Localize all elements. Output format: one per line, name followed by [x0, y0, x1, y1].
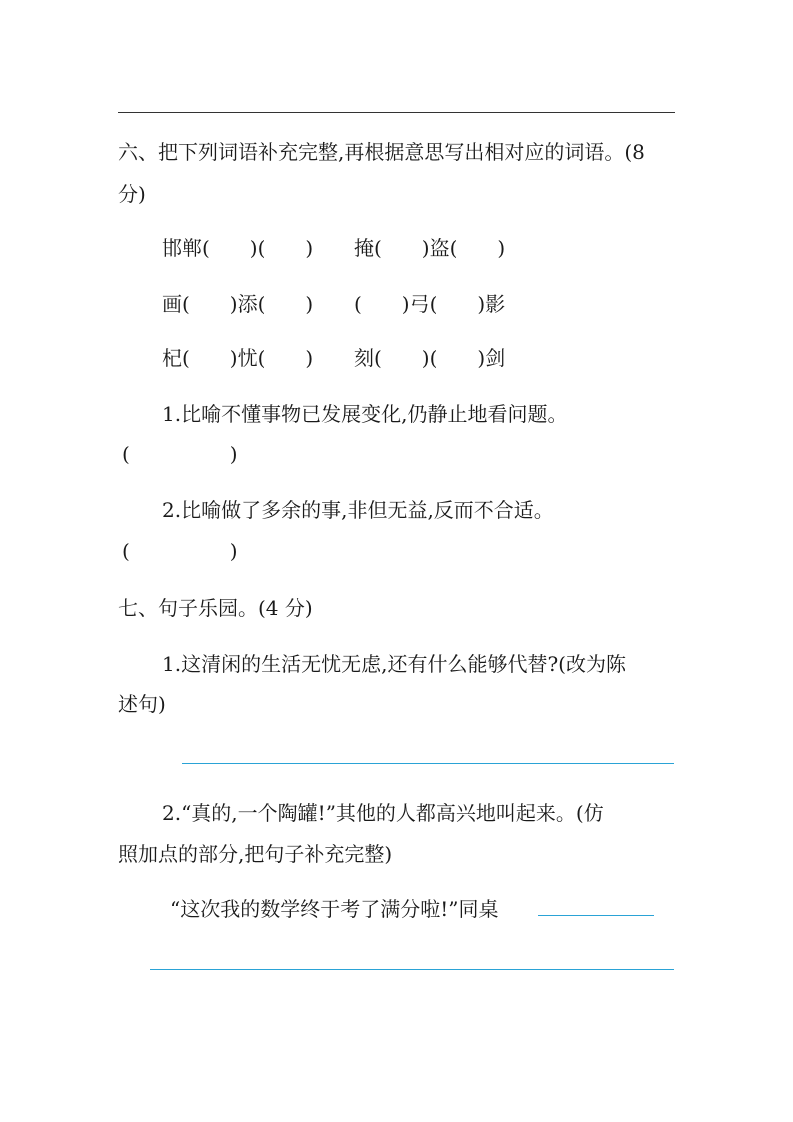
section6-title-line1: 六、把下列词语补充完整,再根据意思写出相对应的词语。(8: [118, 140, 645, 164]
section6-question-1: 1.比喻不懂事物已发展变化,仍静止地看问题。: [162, 402, 568, 426]
answer-line-2[interactable]: [150, 969, 674, 970]
answer-line-inline[interactable]: [538, 915, 654, 916]
section7-question-1-line1: 1.这清闲的生活无忧无虑,还有什么能够代替?(改为陈: [162, 652, 626, 676]
answer-blank-1[interactable]: ( ): [122, 442, 238, 466]
idiom-cell[interactable]: 画( )添( ): [162, 292, 314, 316]
section6-title-line2: 分): [118, 182, 146, 206]
idiom-cell[interactable]: 杞( )忧( ): [162, 346, 314, 370]
section6-question-2: 2.比喻做了多余的事,非但无益,反而不合适。: [162, 498, 554, 522]
idiom-cell[interactable]: 掩( )盗( ): [354, 236, 506, 260]
idiom-cell[interactable]: 刻( )( )剑: [354, 346, 506, 370]
answer-blank-2[interactable]: ( ): [122, 539, 238, 563]
section7-question-2-line2: 照加点的部分,把句子补充完整): [118, 842, 393, 866]
top-rule: [118, 112, 675, 113]
idiom-cell[interactable]: 邯郸( )( ): [162, 236, 314, 260]
section7-question-1-line2: 述句): [118, 692, 166, 716]
answer-line-1[interactable]: [182, 763, 674, 764]
section7-title: 七、句子乐园。(4 分): [118, 596, 313, 620]
section7-question-2-prompt: “这次我的数学终于考了满分啦!”同桌: [170, 897, 499, 921]
section7-question-2-line1: 2.“真的,一个陶罐!”其他的人都高兴地叫起来。(仿: [162, 801, 604, 825]
idiom-cell[interactable]: ( )弓( )影: [354, 292, 506, 316]
